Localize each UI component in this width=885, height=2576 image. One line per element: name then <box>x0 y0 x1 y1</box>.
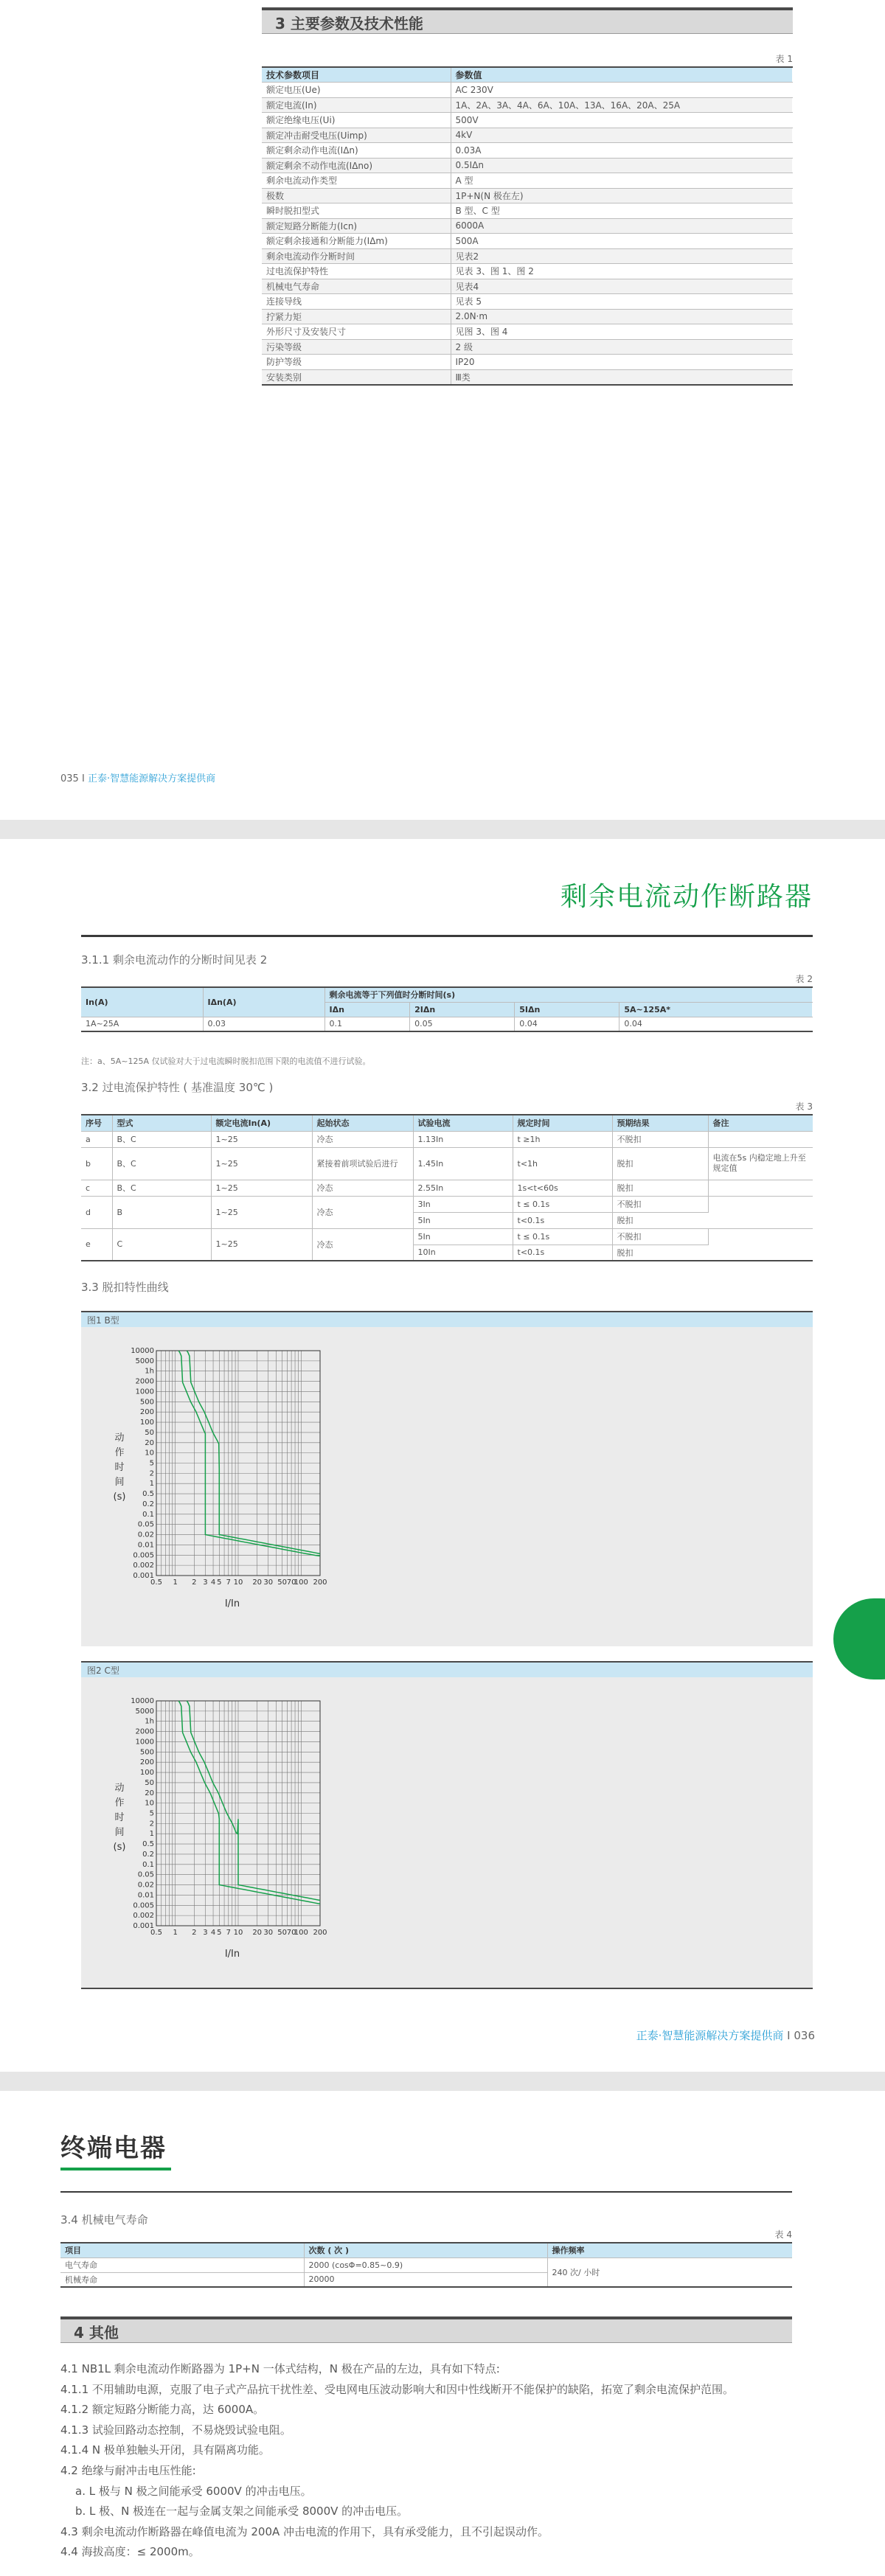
y-axis-label: 时 <box>114 1462 125 1473</box>
overcurrent-table <box>81 1114 813 1261</box>
y-tick-label: 10 <box>145 1799 154 1808</box>
x-tick-label: 30 <box>263 1929 274 1937</box>
y-axis-label: 间 <box>114 1477 125 1488</box>
y-tick-label: 0.5 <box>142 1490 154 1499</box>
y-tick-label: 5 <box>149 1459 154 1468</box>
section-3-4-heading: 3.4 机械电气寿命 <box>60 2213 148 2227</box>
y-tick-label: 0.01 <box>137 1891 154 1900</box>
header-in: In(A) <box>81 987 203 1017</box>
param-name-cell: 剩余电流动作分断时间 <box>262 248 451 264</box>
footer-separator: I <box>81 773 85 784</box>
y-tick-label: 10000 <box>131 1347 154 1355</box>
x-tick-label: 5 <box>217 1578 222 1587</box>
cell: 2000 (cosΦ=0.85~0.9) <box>304 2258 547 2272</box>
paragraph: 4.1 NB1L 剩余电流动作断路器为 1P+N 一体式结构，N 极在产品的左边，具有如下特点: <box>60 2362 500 2375</box>
y-axis-label: 时 <box>114 1812 125 1823</box>
cell: C <box>112 1228 211 1261</box>
cell: 不脱扣 <box>612 1196 708 1212</box>
cell: 20000 <box>304 2272 547 2287</box>
y-tick-label: 0.001 <box>133 1922 154 1930</box>
x-tick-label: 7 <box>226 1578 231 1587</box>
paragraph: a. L 极与 N 极之间能承受 6000V 的冲击电压。 <box>75 2484 312 2498</box>
y-axis-label: 动 <box>114 1433 125 1444</box>
param-name-cell: 污染等级 <box>262 339 451 355</box>
x-tick-label: 70 <box>286 1929 296 1937</box>
param-value-cell: 见表 5 <box>451 294 793 310</box>
param-name-cell: 额定电压(Ue) <box>262 83 451 98</box>
cell: 紧接着前项试验后进行 <box>312 1147 413 1180</box>
header-param-value: 参数值 <box>451 67 793 83</box>
x-tick-label: 10 <box>233 1929 243 1937</box>
param-value-cell: IP20 <box>451 355 793 370</box>
figure-1-b-type <box>81 1311 813 1646</box>
header-param-item: 技术参数项目 <box>262 67 451 83</box>
cell: 脱扣 <box>612 1147 708 1180</box>
x-tick-label: 1 <box>173 1578 178 1587</box>
table-row <box>262 173 793 189</box>
figure-label: 图2 C型 <box>81 1661 813 1677</box>
param-value-cell: B 型、C 型 <box>451 203 793 219</box>
param-name-cell: 额定剩余动作电流(IΔn) <box>262 143 451 159</box>
cell: 冷态 <box>312 1131 413 1147</box>
param-name-cell: 极数 <box>262 188 451 203</box>
param-name-cell: 瞬时脱扣型式 <box>262 203 451 219</box>
x-tick-label: 2 <box>192 1578 197 1587</box>
y-tick-label: 2 <box>149 1469 154 1478</box>
paragraph: 4.1.2 额定短路分断能力高，达 6000A。 <box>60 2403 265 2417</box>
y-tick-label: 2000 <box>135 1727 154 1736</box>
y-axis-label: (s) <box>113 1491 126 1503</box>
cell: t ≤ 0.1s <box>513 1228 612 1245</box>
param-value-cell: A 型 <box>451 173 793 189</box>
table-row <box>262 158 793 173</box>
table-row <box>262 128 793 143</box>
cell: 不脱扣 <box>612 1131 708 1147</box>
cell: 不脱扣 <box>612 1228 708 1245</box>
y-tick-label: 1h <box>145 1367 154 1376</box>
y-tick-label: 1000 <box>135 1738 154 1747</box>
life-table <box>60 2242 792 2288</box>
table-row <box>262 97 793 113</box>
table-row <box>262 324 793 340</box>
table-4-block <box>60 2227 792 2288</box>
y-axis-label: 作 <box>114 1797 125 1809</box>
header-current: 试验电流 <box>413 1115 513 1131</box>
paragraph: 4.3 剩余电流动作断路器在峰值电流为 200A 冲击电流的作用下，具有承受能力，且不引起误动作。 <box>60 2524 549 2538</box>
header-no: 序号 <box>81 1115 112 1131</box>
param-value-cell: 500A <box>451 234 793 249</box>
y-tick-label: 200 <box>139 1758 154 1767</box>
x-tick-label: 70 <box>286 1578 296 1587</box>
y-tick-label: 0.5 <box>142 1840 154 1849</box>
header-state: 起始状态 <box>312 1115 413 1131</box>
table-row <box>262 279 793 294</box>
x-tick-label: 20 <box>252 1929 263 1937</box>
table-header-row <box>262 67 793 83</box>
y-tick-label: 10000 <box>131 1697 154 1705</box>
header-group: 剩余电流等于下列值时分断时间(s) <box>324 987 813 1002</box>
cell: B、C <box>112 1180 211 1196</box>
cell: t<0.1s <box>513 1212 612 1228</box>
cell <box>708 1196 813 1228</box>
table-row <box>262 113 793 128</box>
cell: 1.45In <box>413 1147 513 1180</box>
x-tick-label: 30 <box>263 1578 274 1587</box>
y-tick-label: 5000 <box>135 1707 154 1716</box>
y-axis-label: 动 <box>114 1783 125 1794</box>
param-name-cell: 过电流保护特性 <box>262 264 451 279</box>
cell: 电流在5s 内稳定地上升至规定值 <box>708 1147 813 1180</box>
table-row <box>262 83 793 98</box>
cell: B <box>112 1196 211 1228</box>
x-tick-label: 200 <box>313 1929 327 1937</box>
table-row <box>81 1180 813 1196</box>
param-name-cell: 额定剩余接通和分断能力(IΔm) <box>262 234 451 249</box>
param-value-cell: 1A、2A、3A、4A、6A、10A、13A、16A、20A、25A <box>451 97 793 113</box>
param-name-cell: 机械电气寿命 <box>262 279 451 294</box>
param-value-cell: 见表2 <box>451 248 793 264</box>
param-value-cell: 0.5IΔn <box>451 158 793 173</box>
title-underline <box>60 2168 171 2171</box>
cell: t<1h <box>513 1147 612 1180</box>
cell: 10In <box>413 1245 513 1261</box>
y-tick-label: 2 <box>149 1820 154 1828</box>
y-tick-label: 0.1 <box>142 1510 154 1519</box>
cell: 电气寿命 <box>60 2258 304 2272</box>
param-value-cell: 6000A <box>451 218 793 234</box>
param-value-cell: AC 230V <box>451 83 793 98</box>
x-tick-label: 100 <box>294 1929 308 1937</box>
y-tick-label: 5000 <box>135 1357 154 1365</box>
cell: 1~25 <box>211 1147 312 1180</box>
y-tick-label: 200 <box>139 1408 154 1417</box>
header-sub-1: IΔn <box>324 1002 410 1017</box>
y-tick-label: 0.005 <box>133 1901 154 1910</box>
cell: 3In <box>413 1196 513 1212</box>
table-3-block <box>81 1099 813 1261</box>
y-tick-label: 0.01 <box>137 1541 154 1550</box>
table-row <box>262 234 793 249</box>
param-value-cell: 见表 3、图 1、图 2 <box>451 264 793 279</box>
spec-table-body <box>262 83 793 385</box>
table-row <box>81 1131 813 1147</box>
page-title: 终端电器 <box>60 2134 167 2163</box>
header-item: 项目 <box>60 2243 304 2258</box>
table-header-row <box>60 2243 792 2258</box>
param-value-cell: 4kV <box>451 128 793 143</box>
header-sub-4: 5A~125A* <box>620 1002 813 1017</box>
table-row <box>262 264 793 279</box>
cell: 0.1 <box>324 1017 410 1031</box>
x-tick-label: 200 <box>313 1578 327 1587</box>
table-row <box>262 143 793 159</box>
table-row <box>262 339 793 355</box>
table-row <box>262 369 793 385</box>
cell: 机械寿命 <box>60 2272 304 2287</box>
header-sub-3: 5IΔn <box>515 1002 620 1017</box>
x-tick-label: 4 <box>210 1578 216 1587</box>
title-divider <box>81 935 813 937</box>
figure-label: 图1 B型 <box>81 1311 813 1327</box>
param-name-cell: 额定短路分断能力(Icn) <box>262 218 451 234</box>
cell: b <box>81 1147 112 1180</box>
y-tick-label: 1 <box>149 1480 154 1489</box>
table-row <box>81 1228 813 1245</box>
section-3-2-heading: 3.2 过电流保护特性 ( 基准温度 30℃ ) <box>81 1081 274 1094</box>
table-header-row <box>81 1115 813 1131</box>
cell: t ≤ 0.1s <box>513 1196 612 1212</box>
section-title: 3 主要参数及技术性能 <box>262 7 793 34</box>
y-tick-label: 0.002 <box>133 1912 154 1921</box>
y-tick-label: 0.001 <box>133 1572 154 1580</box>
trip-curve-chart-b <box>97 1345 363 1640</box>
paragraph: 4.1.3 试验回路动态控制，不易烧毁试验电阻。 <box>60 2423 291 2437</box>
cell: c <box>81 1180 112 1196</box>
cell <box>708 1180 813 1196</box>
table-row <box>262 218 793 234</box>
cell: 1~25 <box>211 1180 312 1196</box>
param-name-cell: 外形尺寸及安装尺寸 <box>262 324 451 340</box>
x-tick-label: 20 <box>252 1578 263 1587</box>
cell: d <box>81 1196 112 1228</box>
y-tick-label: 0.2 <box>142 1850 154 1859</box>
header-count: 次数 ( 次 ) <box>304 2243 547 2258</box>
y-tick-label: 20 <box>145 1789 154 1797</box>
table-number: 表 2 <box>795 974 813 984</box>
param-name-cell: 安装类别 <box>262 369 451 385</box>
header-in: 额定电流In(A) <box>211 1115 312 1131</box>
trip-curve-chart-c <box>97 1695 363 1990</box>
y-tick-label: 20 <box>145 1438 154 1447</box>
param-name-cell: 额定剩余不动作电流(IΔno) <box>262 158 451 173</box>
table-2-note: 注：a、5A~125A 仅试验对大于过电流瞬时脱扣范围下限的电流值不进行试验。 <box>81 1056 371 1066</box>
cell: 0.05 <box>410 1017 515 1031</box>
cell: 脱扣 <box>612 1245 708 1261</box>
section-3-3-heading: 3.3 脱扣特性曲线 <box>81 1281 169 1294</box>
y-tick-label: 1000 <box>135 1388 154 1396</box>
y-tick-label: 1h <box>145 1717 154 1726</box>
cell: 冷态 <box>312 1180 413 1196</box>
cell: t<0.1s <box>513 1245 612 1261</box>
page-number: 036 <box>794 2029 815 2042</box>
cell: 0.04 <box>515 1017 620 1031</box>
section-3-1-1-heading: 3.1.1 剩余电流动作的分断时间见表 2 <box>81 953 268 967</box>
y-tick-label: 0.1 <box>142 1860 154 1869</box>
param-value-cell: 2.0N·m <box>451 309 793 324</box>
param-name-cell: 额定绝缘电压(Ui) <box>262 113 451 128</box>
table-number: 表 1 <box>775 54 793 64</box>
cell <box>708 1131 813 1147</box>
y-tick-label: 0.02 <box>137 1531 154 1539</box>
page-036 <box>0 839 885 2072</box>
cell: 0.03 <box>203 1017 324 1031</box>
y-axis-label: 作 <box>114 1447 125 1458</box>
y-axis-label: 间 <box>114 1827 125 1838</box>
table-row <box>262 188 793 203</box>
spec-section <box>262 7 793 386</box>
y-tick-label: 0.05 <box>137 1870 154 1879</box>
x-axis-label: I/In <box>224 1949 240 1960</box>
side-tab-decoration <box>833 1598 885 1679</box>
table-number: 表 4 <box>774 2229 792 2240</box>
y-tick-label: 0.02 <box>137 1881 154 1890</box>
header-type: 型式 <box>112 1115 211 1131</box>
x-tick-label: 4 <box>210 1929 216 1937</box>
section-4-body <box>60 2359 798 2563</box>
paragraph: 4.2 绝缘与耐冲击电压性能: <box>60 2463 196 2477</box>
y-tick-label: 0.002 <box>133 1562 154 1570</box>
header-idn: IΔn(A) <box>203 987 324 1017</box>
section-4-block <box>60 2316 792 2343</box>
cell: 1A~25A <box>81 1017 203 1031</box>
param-value-cell: 500V <box>451 113 793 128</box>
page-footer <box>60 770 215 784</box>
cell: 1~25 <box>211 1196 312 1228</box>
y-axis-label: (s) <box>113 1842 126 1853</box>
x-tick-label: 0.5 <box>150 1578 162 1587</box>
header-time: 规定时间 <box>513 1115 612 1131</box>
cell: 脱扣 <box>612 1212 708 1228</box>
cell: 5In <box>413 1228 513 1245</box>
spec-table <box>262 66 793 386</box>
x-axis-label: I/In <box>224 1598 240 1609</box>
cell: 1~25 <box>211 1228 312 1261</box>
x-tick-label: 3 <box>203 1929 208 1937</box>
footer-separator: I <box>787 2029 791 2042</box>
x-tick-label: 2 <box>192 1929 197 1937</box>
paragraph: 4.4 海拔高度：≤ 2000m。 <box>60 2545 200 2559</box>
footer-brand: 正泰·智慧能源解决方案提供商 <box>87 773 216 784</box>
y-tick-label: 0.005 <box>133 1551 154 1560</box>
param-value-cell: 见表4 <box>451 279 793 294</box>
param-name-cell: 额定冲击耐受电压(Uimp) <box>262 128 451 143</box>
footer-brand: 正泰·智慧能源解决方案提供商 <box>636 2029 784 2042</box>
table-row <box>262 309 793 324</box>
y-tick-label: 5 <box>149 1809 154 1818</box>
table-row <box>262 248 793 264</box>
table-2-block <box>81 972 813 1032</box>
table-row <box>81 1147 813 1180</box>
y-tick-label: 10 <box>145 1449 154 1458</box>
header-sub-2: 2IΔn <box>410 1002 515 1017</box>
cell: 冷态 <box>312 1228 413 1261</box>
y-tick-label: 50 <box>145 1428 154 1437</box>
y-tick-label: 500 <box>139 1398 154 1407</box>
cell: 1.13In <box>413 1131 513 1147</box>
x-tick-label: 10 <box>233 1578 243 1587</box>
x-tick-label: 0.5 <box>150 1929 162 1937</box>
param-value-cell: 0.03A <box>451 143 793 159</box>
y-tick-label: 1 <box>149 1830 154 1839</box>
table-row <box>262 355 793 370</box>
param-name-cell: 额定电流(In) <box>262 97 451 113</box>
overcurrent-table-body <box>81 1131 813 1261</box>
cell: a <box>81 1131 112 1147</box>
paragraph: 4.1.4 N 极单独触头开闭，具有隔离功能。 <box>60 2443 270 2457</box>
paragraph: 4.1.1 不用辅助电源，克服了电子式产品抗干扰性差、受电网电压波动影响大和因中性线断开不能保护的缺陷，拓宽了剩余电流保护范围。 <box>60 2382 734 2396</box>
y-tick-label: 0.2 <box>142 1500 154 1508</box>
paragraph: b. L 极、N 极连在一起与金属支架之间能承受 8000V 的冲击电压。 <box>75 2504 409 2518</box>
header-freq: 操作频率 <box>547 2243 792 2258</box>
table-row <box>81 1196 813 1212</box>
x-tick-label: 7 <box>226 1929 231 1937</box>
x-tick-label: 50 <box>277 1578 288 1587</box>
cell: 冷态 <box>312 1196 413 1228</box>
header-result: 预期结果 <box>612 1115 708 1131</box>
y-tick-label: 50 <box>145 1778 154 1787</box>
header-note: 备注 <box>708 1115 813 1131</box>
cell: t ≥1h <box>513 1131 612 1147</box>
param-name-cell: 拧紧力矩 <box>262 309 451 324</box>
table-row <box>81 1017 813 1031</box>
x-tick-label: 5 <box>217 1929 222 1937</box>
table-row <box>60 2258 792 2272</box>
section-title: 4 其他 <box>60 2316 792 2343</box>
page-number: 035 <box>60 773 79 784</box>
cell: B、C <box>112 1147 211 1180</box>
y-tick-label: 2000 <box>135 1377 154 1386</box>
cell: B、C <box>112 1131 211 1147</box>
cell: 1s<t<60s <box>513 1180 612 1196</box>
cell <box>708 1228 813 1261</box>
param-value-cell: Ⅲ类 <box>451 369 793 385</box>
param-name-cell: 剩余电流动作类型 <box>262 173 451 189</box>
break-time-table <box>81 986 813 1032</box>
page-037 <box>0 2091 885 2576</box>
cell: 脱扣 <box>612 1180 708 1196</box>
cell: 2.55In <box>413 1180 513 1196</box>
table-row <box>262 203 793 219</box>
x-tick-label: 100 <box>294 1578 308 1587</box>
y-tick-label: 0.05 <box>137 1520 154 1529</box>
table-row <box>262 294 793 310</box>
cell: 5In <box>413 1212 513 1228</box>
page-035 <box>0 0 885 820</box>
param-name-cell: 防护等级 <box>262 355 451 370</box>
cell: e <box>81 1228 112 1261</box>
table-number: 表 3 <box>795 1101 813 1112</box>
trip-curve-upper <box>187 1701 320 1901</box>
y-tick-label: 100 <box>139 1769 154 1778</box>
cell: 1~25 <box>211 1131 312 1147</box>
title-divider <box>60 2191 792 2193</box>
param-value-cell: 1P+N(N 极在左) <box>451 188 793 203</box>
x-tick-label: 50 <box>277 1929 288 1937</box>
cell: 240 次/ 小时 <box>547 2258 792 2287</box>
figure-2-c-type <box>81 1661 813 1989</box>
cell: 0.04 <box>620 1017 813 1031</box>
param-value-cell: 见图 3、图 4 <box>451 324 793 340</box>
y-tick-label: 500 <box>139 1748 154 1757</box>
x-tick-label: 3 <box>203 1578 208 1587</box>
y-tick-label: 100 <box>139 1418 154 1427</box>
param-name-cell: 连接导线 <box>262 294 451 310</box>
x-tick-label: 1 <box>173 1929 178 1937</box>
param-value-cell: 2 级 <box>451 339 793 355</box>
page-title: 剩余电流动作断路器 <box>560 882 813 912</box>
page-footer <box>636 2027 815 2043</box>
